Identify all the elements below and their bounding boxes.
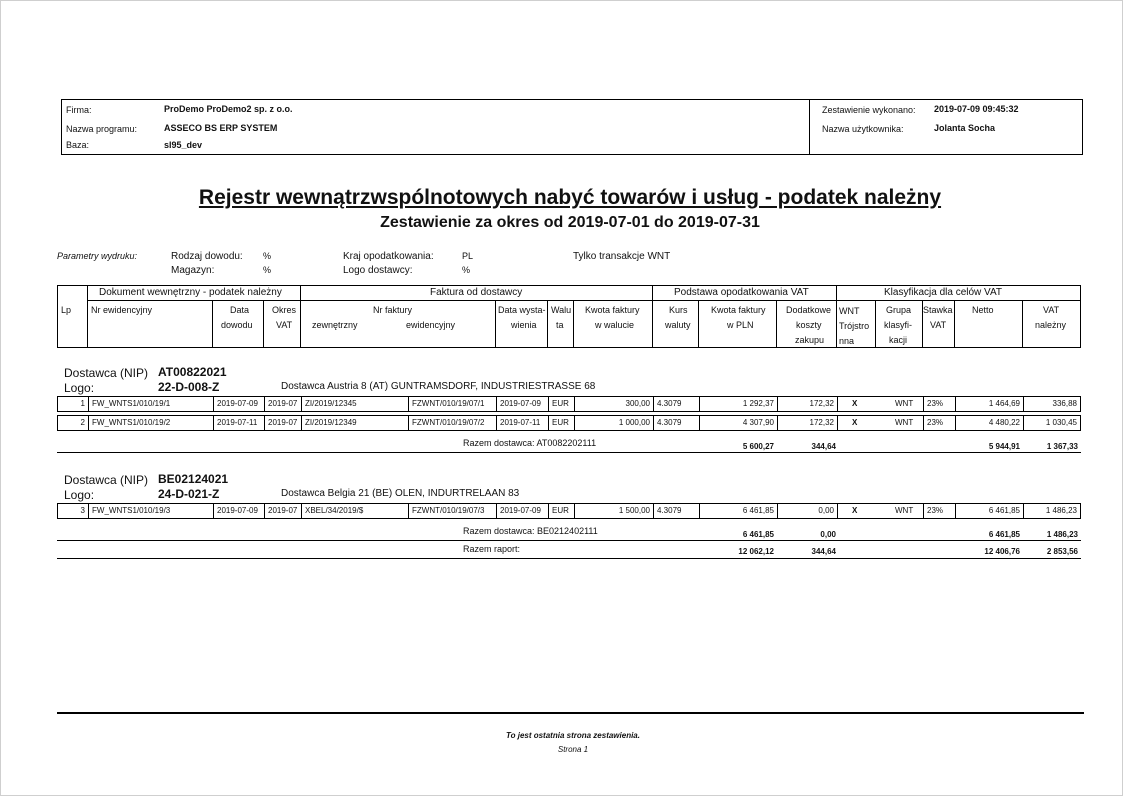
cell-stawka: 23%	[923, 416, 955, 430]
cell-kwota-wal: 1 000,00	[574, 416, 653, 430]
cell-kurs: 4.3079	[653, 397, 699, 411]
col-data-wyst-2: wienia	[511, 320, 537, 330]
supplier-nip: BE02124021	[158, 472, 229, 486]
cell-nr: FW_WNTS1/010/19/2	[88, 416, 213, 430]
cell-grupa: WNT	[895, 418, 914, 427]
supplier-sum-pln: 5 600,27	[742, 442, 774, 451]
page-number: Strona 1	[557, 745, 589, 754]
logo-dostawcy-value: %	[462, 265, 471, 275]
supplier-logo-label: Logo:	[64, 488, 95, 502]
cell-kurs: 4.3079	[653, 416, 699, 430]
col-zewnetrzny: zewnętrzny	[312, 320, 358, 330]
col-dodatkowe-1: Dodatkowe	[786, 305, 832, 315]
program-value: ASSECO BS ERP SYSTEM	[164, 123, 278, 133]
cell-netto: 4 480,22	[955, 416, 1023, 430]
supplier-sum-pln: 6 461,85	[742, 530, 774, 539]
col-data-2: dowodu	[221, 320, 253, 330]
supplier-sum-netto: 6 461,85	[988, 530, 1020, 539]
tylko-wnt: Tylko transakcje WNT	[573, 251, 671, 262]
cell-data-wyst: 2019-07-11	[496, 416, 548, 430]
supplier-nip-label: Dostawca (NIP)	[64, 473, 149, 487]
total-divider	[57, 558, 1081, 559]
group-klasyfikacja: Klasyfikacja dla celów VAT	[884, 287, 1003, 298]
supplier-sum-dod: 0,00	[820, 530, 836, 539]
report-total-label: Razem raport:	[463, 544, 521, 554]
col-grupa-1: Grupa	[886, 305, 912, 315]
baza-value: sl95_dev	[164, 140, 203, 150]
user-value: Jolanta Socha	[934, 123, 996, 133]
report-total-netto: 12 406,76	[984, 547, 1020, 556]
table-row	[57, 415, 1081, 431]
supplier-nip: AT00822021	[158, 365, 227, 379]
cell-dodatkowe: 172,32	[777, 416, 837, 430]
wykonano-label: Zestawienie wykonano:	[822, 105, 916, 115]
col-wnt-2: Trójstro	[839, 321, 870, 331]
cell-nr: FW_WNTS1/010/19/1	[88, 397, 213, 411]
supplier-logo: 22-D-008-Z	[158, 380, 220, 394]
header-divider	[809, 99, 810, 155]
sum-divider	[57, 540, 1081, 541]
supplier-sum-dod: 344,64	[811, 442, 836, 451]
cell-wnt: X	[837, 397, 876, 411]
col-stawka-2: VAT	[930, 320, 947, 330]
cell-wnt: X	[837, 416, 876, 430]
col-waluta-1: Walu	[551, 305, 572, 315]
firma-label: Firma:	[66, 105, 92, 115]
cell-zewn: ZI/2019/12345	[301, 397, 408, 411]
cell-grupa: WNT	[895, 399, 914, 408]
params-label: Parametry wydruku:	[57, 251, 138, 261]
cell-zewn: ZI/2019/12349	[301, 416, 408, 430]
group-dokument: Dokument wewnętrzny - podatek należny	[99, 287, 282, 298]
firma-value: ProDemo ProDemo2 sp. z o.o.	[164, 104, 293, 114]
cell-lp: 1	[80, 399, 85, 408]
cell-netto: 1 464,69	[955, 397, 1023, 411]
wykonano-value: 2019-07-09 09:45:32	[934, 104, 1019, 114]
magazyn-value: %	[263, 265, 272, 275]
supplier-sum-vat: 1 367,33	[1046, 442, 1078, 451]
col-vat-1: VAT	[1043, 305, 1060, 315]
col-stawka-1: Stawka	[923, 305, 953, 315]
cell-ewid: FZWNT/010/19/07/1	[408, 397, 496, 411]
col-data-1: Data	[230, 305, 250, 315]
group-faktura: Faktura od dostawcy	[430, 287, 523, 298]
col-okres-1: Okres	[272, 305, 297, 315]
cell-waluta: EUR	[548, 397, 574, 411]
col-kurs-1: Kurs	[669, 305, 688, 315]
sum-divider	[57, 452, 1081, 453]
col-kwota-pln-1: Kwota faktury	[711, 305, 766, 315]
cell-ewid: FZWNT/010/19/07/2	[408, 416, 496, 430]
col-ewidencyjny: ewidencyjny	[406, 320, 456, 330]
cell-kwota-pln: 4 307,90	[699, 416, 777, 430]
cell-lp: 2	[80, 418, 85, 427]
cell-kwota-wal: 300,00	[574, 397, 653, 411]
cell-kwota-wal: 1 500,00	[574, 504, 653, 518]
cell-waluta: EUR	[548, 416, 574, 430]
cell-dodatkowe: 172,32	[777, 397, 837, 411]
col-nr-faktury: Nr faktury	[373, 305, 413, 315]
user-label: Nazwa użytkownika:	[822, 124, 904, 134]
logo-dostawcy-label: Logo dostawcy:	[343, 265, 413, 276]
col-kwota-wal-1: Kwota faktury	[585, 305, 640, 315]
supplier-logo-label: Logo:	[64, 381, 95, 395]
col-dodatkowe-2: koszty	[796, 320, 822, 330]
col-dodatkowe-3: zakupu	[795, 335, 825, 345]
cell-waluta: EUR	[548, 504, 574, 518]
col-wnt-3: nna	[839, 336, 855, 346]
cell-netto: 6 461,85	[955, 504, 1023, 518]
rodzaj-label: Rodzaj dowodu:	[171, 251, 243, 262]
cell-dodatkowe: 0,00	[777, 504, 837, 518]
col-lp: Lp	[61, 305, 72, 315]
cell-data: 2019-07-09	[213, 504, 264, 518]
col-waluta-2: ta	[556, 320, 564, 330]
cell-okres: 2019-07	[264, 416, 301, 430]
report-subtitle: Zestawienie za okres od 2019-07-01 do 2019-07-31	[380, 214, 760, 231]
last-page-note: To jest ostatnia strona zestawienia.	[506, 731, 640, 740]
table-row	[57, 503, 1081, 519]
col-grupa-3: kacji	[889, 335, 908, 345]
cell-okres: 2019-07	[264, 504, 301, 518]
col-kwota-pln-2: w PLN	[727, 320, 754, 330]
rodzaj-value: %	[263, 251, 272, 261]
cell-stawka: 23%	[923, 397, 955, 411]
supplier-sum-label: Razem dostawca: AT0082202111	[463, 438, 597, 448]
cell-kurs: 4.3079	[653, 504, 699, 518]
supplier-name: Dostawca Belgia 21 (BE) OLEN, INDURTRELAAN 83	[281, 488, 520, 499]
supplier-name: Dostawca Austria 8 (AT) GUNTRAMSDORF, INDUSTRIESTRASSE 68	[281, 381, 596, 392]
cell-grupa: WNT	[895, 506, 914, 515]
cell-kwota-pln: 1 292,37	[699, 397, 777, 411]
cell-data-wyst: 2019-07-09	[496, 504, 548, 518]
table-row	[57, 396, 1081, 412]
supplier-logo: 24-D-021-Z	[158, 487, 220, 501]
cell-vat: 336,88	[1023, 397, 1080, 411]
cell-kwota-pln: 6 461,85	[699, 504, 777, 518]
col-kwota-wal-2: w walucie	[595, 320, 635, 330]
cell-wnt: X	[837, 504, 876, 518]
report-total-pln: 12 062,12	[738, 547, 774, 556]
report-title: Rejestr wewnątrzwspólnotowych nabyć towarów i usług - podatek należny	[198, 186, 942, 209]
group-podstawa: Podstawa opodatkowania VAT	[674, 287, 809, 298]
col-data-wyst-1: Data wysta-	[498, 305, 546, 315]
col-wnt-1: WNT	[839, 306, 860, 316]
col-okres-2: VAT	[276, 320, 293, 330]
supplier-sum-label: Razem dostawca: BE0212402111	[463, 526, 598, 536]
baza-label: Baza:	[66, 140, 90, 150]
col-nr-ewid: Nr ewidencyjny	[91, 305, 153, 315]
supplier-sum-netto: 5 944,91	[988, 442, 1020, 451]
supplier-sum-vat: 1 486,23	[1046, 530, 1078, 539]
supplier-nip-label: Dostawca (NIP)	[64, 366, 149, 380]
col-kurs-2: waluty	[665, 320, 691, 330]
magazyn-label: Magazyn:	[171, 265, 215, 276]
cell-data: 2019-07-11	[213, 416, 264, 430]
cell-data: 2019-07-09	[213, 397, 264, 411]
col-grupa-2: klasyfi-	[884, 320, 913, 330]
col-vat-2: należny	[1035, 320, 1067, 330]
report-total-vat: 2 853,56	[1046, 547, 1078, 556]
report-total-dod: 344,64	[811, 547, 836, 556]
cell-okres: 2019-07	[264, 397, 301, 411]
kraj-value: PL	[462, 251, 474, 261]
cell-nr: FW_WNTS1/010/19/3	[88, 504, 213, 518]
kraj-label: Kraj opodatkowania:	[343, 251, 434, 262]
cell-zewn: XBEL/34/2019/$	[301, 504, 408, 518]
footer-line	[57, 712, 1084, 714]
program-label: Nazwa programu:	[66, 124, 138, 134]
cell-data-wyst: 2019-07-09	[496, 397, 548, 411]
cell-stawka: 23%	[923, 504, 955, 518]
cell-vat: 1 030,45	[1023, 416, 1080, 430]
col-netto: Netto	[972, 305, 994, 315]
cell-lp: 3	[80, 506, 85, 515]
cell-vat: 1 486,23	[1023, 504, 1080, 518]
cell-ewid: FZWNT/010/19/07/3	[408, 504, 496, 518]
